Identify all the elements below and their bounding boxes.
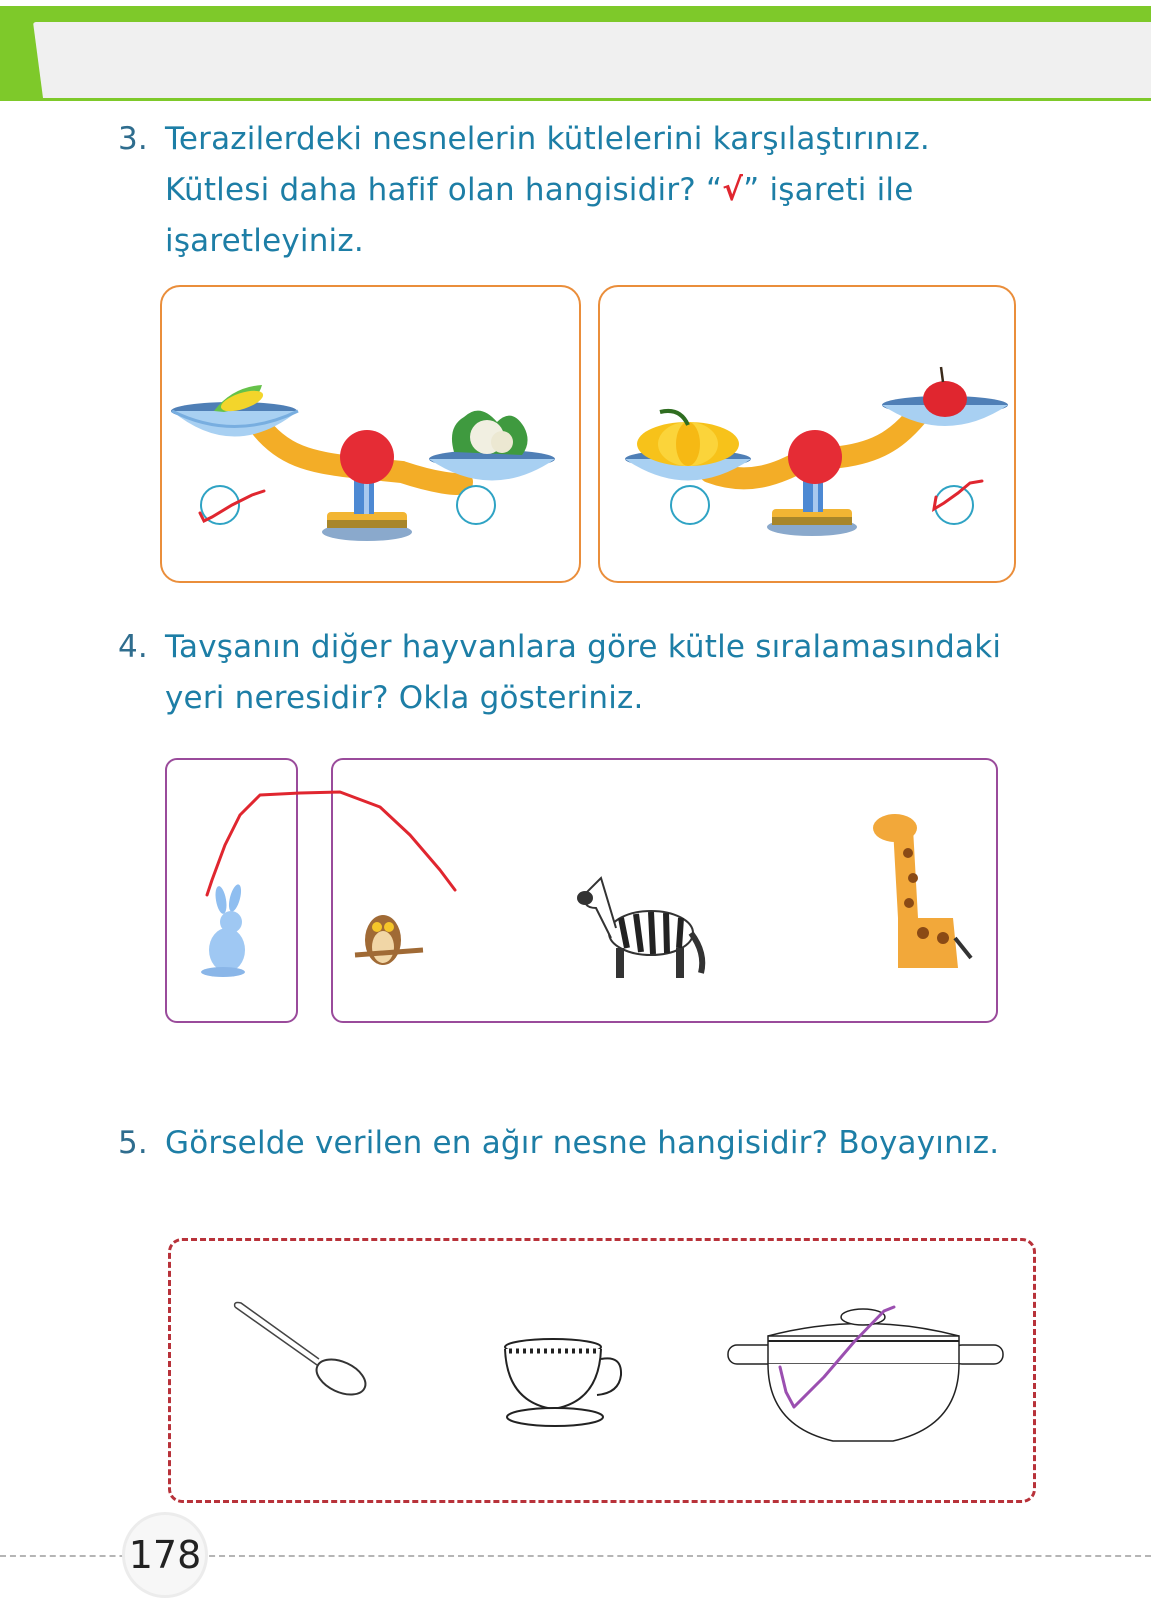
question-4-line-1: Tavşanın diğer hayvanlara göre kütle sıralamasındaki (165, 629, 1002, 665)
page-number: 178 (122, 1512, 208, 1598)
question-3-number: 3. (118, 121, 148, 157)
header-title-area (33, 22, 1151, 98)
quote-open: “ (705, 172, 723, 208)
quote-close: ” (743, 172, 760, 208)
question-5-number: 5. (118, 1125, 148, 1161)
scale-card-2 (598, 285, 1016, 583)
answer-circle-pumpkin[interactable] (670, 485, 710, 525)
giraffe-icon (863, 798, 973, 978)
objects-box (168, 1238, 1036, 1503)
handdrawn-checkmark-icon (192, 477, 272, 527)
handdrawn-checkmark-icon (930, 475, 990, 525)
apple-icon (923, 367, 967, 417)
question-4-number: 4. (118, 629, 148, 665)
question-5-line-1: Görselde verilen en ağır nesne hangisidir? Boyayınız. (165, 1125, 1000, 1161)
question-4-line-2: yeri neresidir? Okla gösteriniz. (165, 680, 644, 716)
balance-scale-icon (162, 287, 583, 585)
answer-circle-cauliflower[interactable] (456, 485, 496, 525)
balance-scale-icon (600, 287, 1018, 585)
question-3-line-2: Kütlesi daha hafif olan hangisidir? “√” işareti ile (165, 172, 914, 208)
question-5 (118, 1118, 1078, 1169)
handdrawn-arrow-line (200, 785, 520, 905)
owl-icon (353, 905, 433, 985)
header-band (0, 6, 1151, 101)
question-3-line-1: Terazilerdeki nesnelerin kütlelerini karşılaştırınız. (165, 121, 930, 157)
handdrawn-checkmark-icon (774, 1297, 924, 1417)
checkmark-icon: √ (722, 172, 744, 208)
question-3 (118, 114, 1078, 267)
zebra-icon (571, 848, 711, 988)
pumpkin-icon (637, 411, 739, 466)
cauliflower-icon (452, 411, 528, 455)
spoon-icon[interactable] (229, 1299, 379, 1409)
question-4 (118, 622, 1078, 724)
teacup-icon[interactable] (497, 1337, 637, 1437)
question-3-line-3: işaretleyiniz. (165, 223, 364, 259)
scale-card-1 (160, 285, 581, 583)
